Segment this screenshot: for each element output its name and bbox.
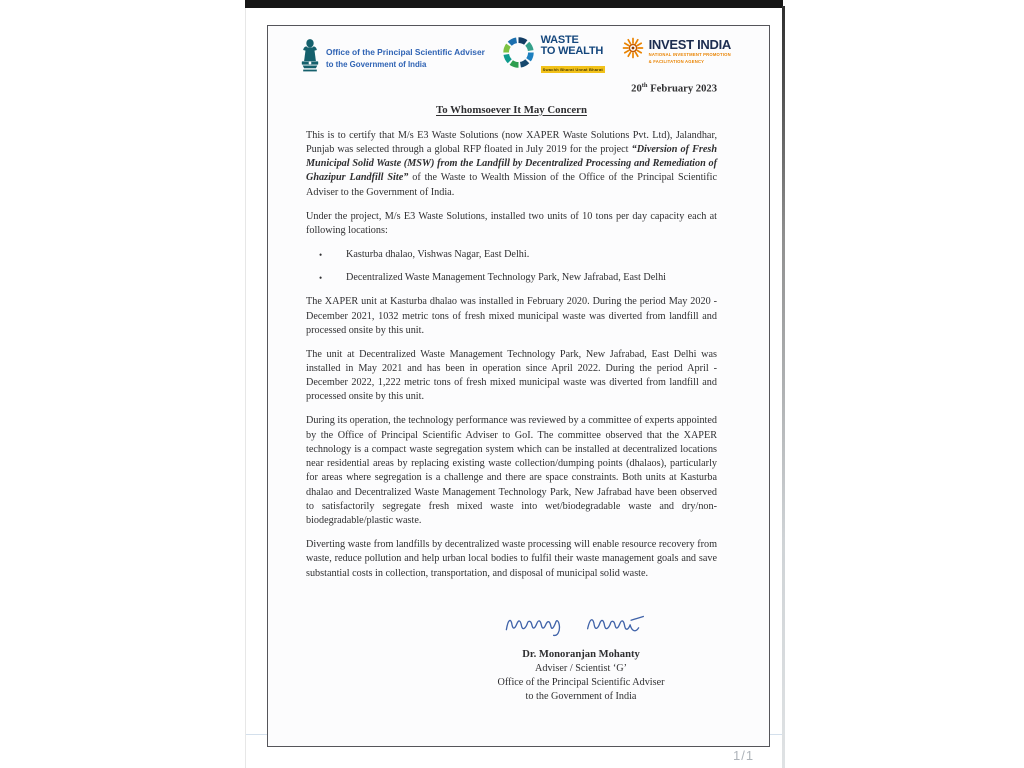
signatory-org-line2: to the Government of India bbox=[525, 691, 637, 703]
handwritten-signature bbox=[445, 607, 717, 646]
p1-text-pre: This is to certify that M/s E3 Waste Solutions (now XAPER Waste Solutions Pvt. Ltd), Jalandhar, Punjab was selected through a global RFP floated in July 2019 for the project bbox=[306, 129, 717, 155]
letter-body bbox=[306, 82, 717, 704]
paragraph-1 bbox=[306, 129, 717, 200]
paragraph-4: The unit at Decentralized Waste Management Technology Park, New Jafrabad, East Delhi was installed in May 2021 and has been in operation since April 2022. During the period April - December 2022, 1,222 metric tons of fresh mixed municipal waste was diverted from landfill and processed onsite by this unit. bbox=[306, 348, 717, 403]
location-list bbox=[306, 248, 717, 286]
waste-to-wealth-text bbox=[541, 35, 605, 76]
signature-block bbox=[445, 607, 717, 704]
letterhead bbox=[268, 33, 769, 79]
date-day: 20 bbox=[631, 83, 642, 95]
psa-logo bbox=[300, 37, 485, 79]
p1-text-post: of the Waste to Wealth Mission of the Office of the Principal Scientific Adviser to the Government of India. bbox=[306, 172, 717, 198]
wtw-word1: WASTE bbox=[540, 34, 579, 46]
invest-india-logo bbox=[622, 37, 731, 64]
location-2: Decentralized Waste Management Technology Park, New Jafrabad, East Delhi bbox=[346, 272, 667, 284]
letter-heading: To Whomsoever It May Concern bbox=[436, 103, 587, 116]
signatory-title: Adviser / Scientist ‘G’ bbox=[535, 663, 627, 675]
recycle-ring-icon bbox=[502, 36, 535, 74]
invest-india-subtitle2: & FACILITATION AGENCY bbox=[648, 58, 705, 64]
invest-india-subtitle1: NATIONAL INVESTMENT PROMOTION bbox=[648, 52, 731, 57]
scan-edge-right-line bbox=[782, 6, 785, 768]
psa-logo-text bbox=[326, 47, 485, 69]
wtw-word2: TO WEALTH bbox=[540, 45, 604, 58]
signatory-org-line1: Office of the Principal Scientific Adviser bbox=[497, 677, 665, 689]
paragraph-6: Diverting waste from landfills by decentralized waste processing will enable resource recovery from waste, reduce pollution and help urban local bodies to fulfil their waste management goals and save substantial costs in collection, transportation, and disposal of municipal solid waste. bbox=[306, 539, 717, 579]
letter-date bbox=[306, 82, 717, 95]
scan-edge-top-strip bbox=[245, 0, 783, 8]
waste-to-wealth-logo bbox=[502, 35, 605, 76]
psa-logo-line1: Office of the Principal Scientific Adviser bbox=[326, 47, 485, 57]
list-item bbox=[306, 248, 717, 262]
date-ordinal: th bbox=[641, 82, 648, 89]
page-indicator: 1/1 bbox=[733, 748, 755, 763]
psa-logo-line2: to the Government of India bbox=[326, 60, 427, 69]
wtw-tagline: Swachh Bharat Unnat Bharat bbox=[542, 66, 603, 72]
bullet-icon: • bbox=[319, 249, 323, 260]
invest-india-title: INVEST INDIA bbox=[648, 36, 731, 52]
invest-india-text bbox=[649, 38, 731, 64]
pinwheel-icon bbox=[622, 37, 644, 64]
paragraph-2: Under the project, M/s E3 Waste Solutions, installed two units of 10 tons per day capacity each at following locations: bbox=[306, 210, 717, 236]
p1-project-title: “Diversion of Fresh Municipal Solid Waste (MSW) from the Landfill by Decentralized Processing and Remediation of Ghazipur Landfill Site” bbox=[306, 143, 717, 184]
letter-page bbox=[267, 25, 770, 747]
signatory-name: Dr. Monoranjan Mohanty bbox=[522, 649, 640, 661]
date-rest: February 2023 bbox=[647, 83, 717, 95]
list-item bbox=[306, 271, 717, 285]
scan-edge-left-line bbox=[245, 8, 246, 768]
location-1: Kasturba dhalao, Vishwas Nagar, East Delhi. bbox=[346, 248, 530, 260]
bullet-icon: • bbox=[319, 273, 323, 284]
paragraph-3: The XAPER unit at Kasturba dhalao was installed in February 2020. During the period May 2020 - December 2021, 1032 metric tons of fresh mixed municipal waste was diverted from landfill and processed onsite by this unit. bbox=[306, 296, 717, 336]
paragraph-5: During its operation, the technology performance was reviewed by a committee of experts appointed by the Office of Principal Scientific Adviser to GoI. The committee observed that the XAPER technology is a compact waste segregation system which can be installed at decentralized locations near residential areas by replacing existing waste collection/dumping points (dhalaos), particularly for areas where segregation is a challenge and there are space constraints. Both units at Kasturba dhalao and Decentralized Waste Management Technology Park, New Jafrabad have been observed to satisfactorily segregate fresh mixed waste into wet/biodegradable waste and dry/non-biodegradable/plastic waste. bbox=[306, 415, 717, 527]
india-emblem-icon bbox=[300, 37, 320, 79]
